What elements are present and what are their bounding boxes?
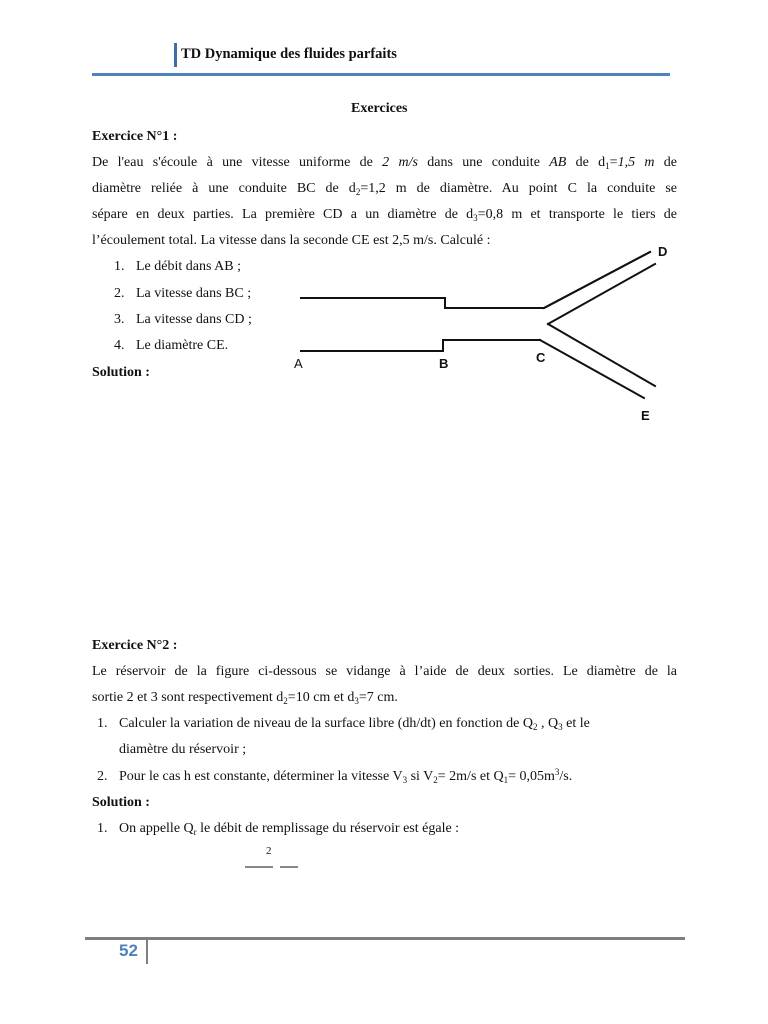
- exercise-1-question-1: 1. Le débit dans AB ;: [114, 259, 241, 274]
- exercise-1-solution-label: Solution :: [92, 365, 150, 380]
- footer-rule: [85, 937, 685, 940]
- exercise-1-paragraph-line-4: l’écoulement total. La vitesse dans la seconde CE est 2,5 m/s. Calculé :: [92, 233, 491, 248]
- point-label-c: C: [536, 350, 546, 365]
- footer-divider: [146, 940, 148, 964]
- exercise-1-paragraph-line-3: sépare en deux parties. La première CD a un diamètre de $d_3=0,8$ m et transporte le tiers de: [92, 207, 677, 223]
- exercise-2-question-2: 2. Pour le cas h est constante, déterminer la vitesse $V_3$ si $V_2= 2m/s$ et $Q_1= 0,05m^3/s$.: [97, 767, 573, 785]
- pipe-network-figure: [280, 240, 700, 430]
- exercise-1-question-4: 4. Le diamètre CE.: [114, 338, 229, 353]
- header-rule: [92, 73, 670, 76]
- exercise-1-title: Exercice N°1 :: [92, 129, 178, 144]
- exercise-2-question-1: 1. Calculer la variation de niveau de la surface libre (dh/dt) en fonction de $Q_2$ , $Q_3$ et le: [97, 716, 590, 732]
- branch-ce-upper-wall: [548, 324, 655, 386]
- point-label-d: D: [658, 244, 668, 259]
- header-accent-bar: [174, 43, 177, 67]
- exercise-2-title: Exercice N°2 :: [92, 638, 178, 653]
- exercise-2-solution-item-1: 1. On appelle $Q_r$ le débit de remplissage du réservoir est égale :: [97, 821, 460, 837]
- exercise-1-paragraph-line-1: De l'eau s'écoule à une vitesse uniforme de 2 m/s dans une conduite AB de $d_1=1,5$ m de: [92, 155, 678, 171]
- header-title: TD Dynamique des fluides parfaits: [181, 46, 397, 62]
- branch-cd-upper-wall: [544, 252, 650, 308]
- exercise-2-paragraph-line-2: sortie 2 et 3 sont respectivement $d_2=10$ cm et $d_3=7$ cm.: [92, 690, 398, 706]
- exercise-1-question-2: 2. La vitesse dans BC ;: [114, 286, 252, 301]
- point-label-b: B: [439, 356, 449, 371]
- section-title: Exercices: [351, 101, 408, 116]
- pipe-lower-wall: [301, 340, 540, 351]
- exercise-2-question-1-continued: diamètre du réservoir ;: [119, 742, 247, 757]
- page-number: 52: [119, 941, 138, 960]
- exercise-2-solution-label: Solution :: [92, 795, 150, 810]
- exercise-1-question-3: 3. La vitesse dans CD ;: [114, 312, 252, 327]
- exercise-2-paragraph-line-1: Le réservoir de la figure ci-dessous se vidange à l’aide de deux sorties. Le diamètre de la: [92, 664, 677, 679]
- point-label-e: E: [641, 408, 650, 423]
- equation-exponent: 2: [266, 845, 272, 857]
- exercise-1-paragraph-line-2: diamètre reliée à une conduite BC de $d_2=1,2$ m de diamètre. Au point C la conduite se: [92, 181, 677, 197]
- branch-cd-lower-wall: [548, 264, 655, 324]
- equation-fraction-bars: [244, 864, 304, 870]
- point-label-a: A: [294, 356, 303, 371]
